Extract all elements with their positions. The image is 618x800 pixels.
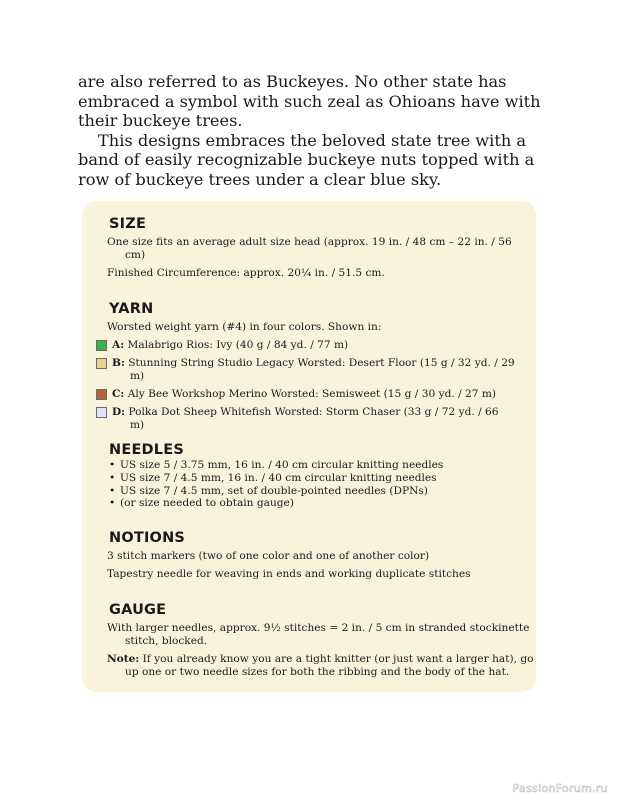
notions-line-1: 3 stitch markers (two of one color and one of another color)	[107, 550, 430, 562]
swatch-b-icon	[96, 358, 107, 369]
swatch-a-icon	[96, 340, 107, 351]
yarn-color-c	[96, 388, 516, 401]
needles-list	[109, 459, 536, 510]
size-heading: SIZE	[109, 216, 147, 232]
size-line-1: One size fits an average adult size head (approx. 19 in. / 48 cm – 22 in. / 56 cm)	[107, 236, 512, 261]
needles-item: • (or size needed to obtain gauge)	[109, 497, 536, 510]
gauge-heading: GAUGE	[109, 602, 167, 618]
needles-section	[82, 442, 536, 510]
gauge-section	[82, 602, 536, 684]
yarn-section	[82, 301, 536, 437]
notions-heading: NOTIONS	[109, 530, 186, 546]
gauge-note	[107, 653, 545, 679]
gauge-line-1: With larger needles, approx. 9½ stitches = 2 in. / 5 cm in stranded stockinette stitch, blocked.	[107, 622, 530, 647]
size-line-2: Finished Circumference: approx. 20¼ in. / 51.5 cm.	[107, 267, 385, 279]
watermark: PassionForum.ru	[512, 782, 608, 795]
yarn-desc-c: Aly Bee Workshop Merino Worsted: Semisweet (15 g / 30 yd. / 27 m)	[124, 388, 497, 400]
yarn-desc-a: Malabrigo Rios: Ivy (40 g / 84 yd. / 77 m)	[124, 339, 349, 351]
yarn-color-a	[96, 339, 516, 352]
yarn-desc-b: Stunning String Studio Legacy Worsted: Desert Floor (15 g / 32 yd. / 29 m)	[124, 357, 515, 382]
swatch-c-icon	[96, 389, 107, 400]
intro-paragraph-2: This designs embraces the beloved state tree with a band of easily recognizable buckeye nuts topped with a row of buckeye trees under a clear blue sky.	[78, 130, 535, 189]
yarn-key-c: C:	[112, 388, 125, 400]
yarn-desc-d: Polka Dot Sheep Whitefish Worsted: Storm Chaser (33 g / 72 yd. / 66 m)	[125, 406, 499, 431]
gauge-note-text: If you already know you are a tight knitter (or just want a larger hat), go up one or two needle sizes for both the ribbing and the body of the hat.	[125, 653, 534, 678]
needles-item: • US size 7 / 4.5 mm, set of double-pointed needles (DPNs)	[109, 485, 536, 498]
needles-heading: NEEDLES	[109, 442, 184, 458]
size-section	[82, 216, 536, 285]
yarn-intro: Worsted weight yarn (#4) in four colors. Shown in:	[107, 321, 382, 333]
yarn-heading: YARN	[109, 301, 154, 317]
intro-text	[78, 72, 548, 190]
yarn-color-d	[96, 406, 516, 432]
yarn-color-b	[96, 357, 516, 383]
intro-paragraph-1: are also referred to as Buckeyes. No other state has embraced a symbol with such zeal as Ohioans have with their buckeye trees.	[78, 72, 541, 131]
yarn-key-d: D:	[112, 406, 126, 418]
notions-line-2: Tapestry needle for weaving in ends and working duplicate stitches	[107, 568, 471, 580]
needles-item: • US size 7 / 4.5 mm, 16 in. / 40 cm circular knitting needles	[109, 472, 536, 485]
materials-box	[82, 201, 536, 692]
notions-section	[82, 530, 536, 586]
gauge-note-label: Note:	[107, 653, 140, 665]
needles-item: • US size 5 / 3.75 mm, 16 in. / 40 cm circular knitting needles	[109, 459, 536, 472]
yarn-key-a: A:	[112, 339, 125, 351]
yarn-key-b: B:	[112, 357, 125, 369]
swatch-d-icon	[96, 407, 107, 418]
